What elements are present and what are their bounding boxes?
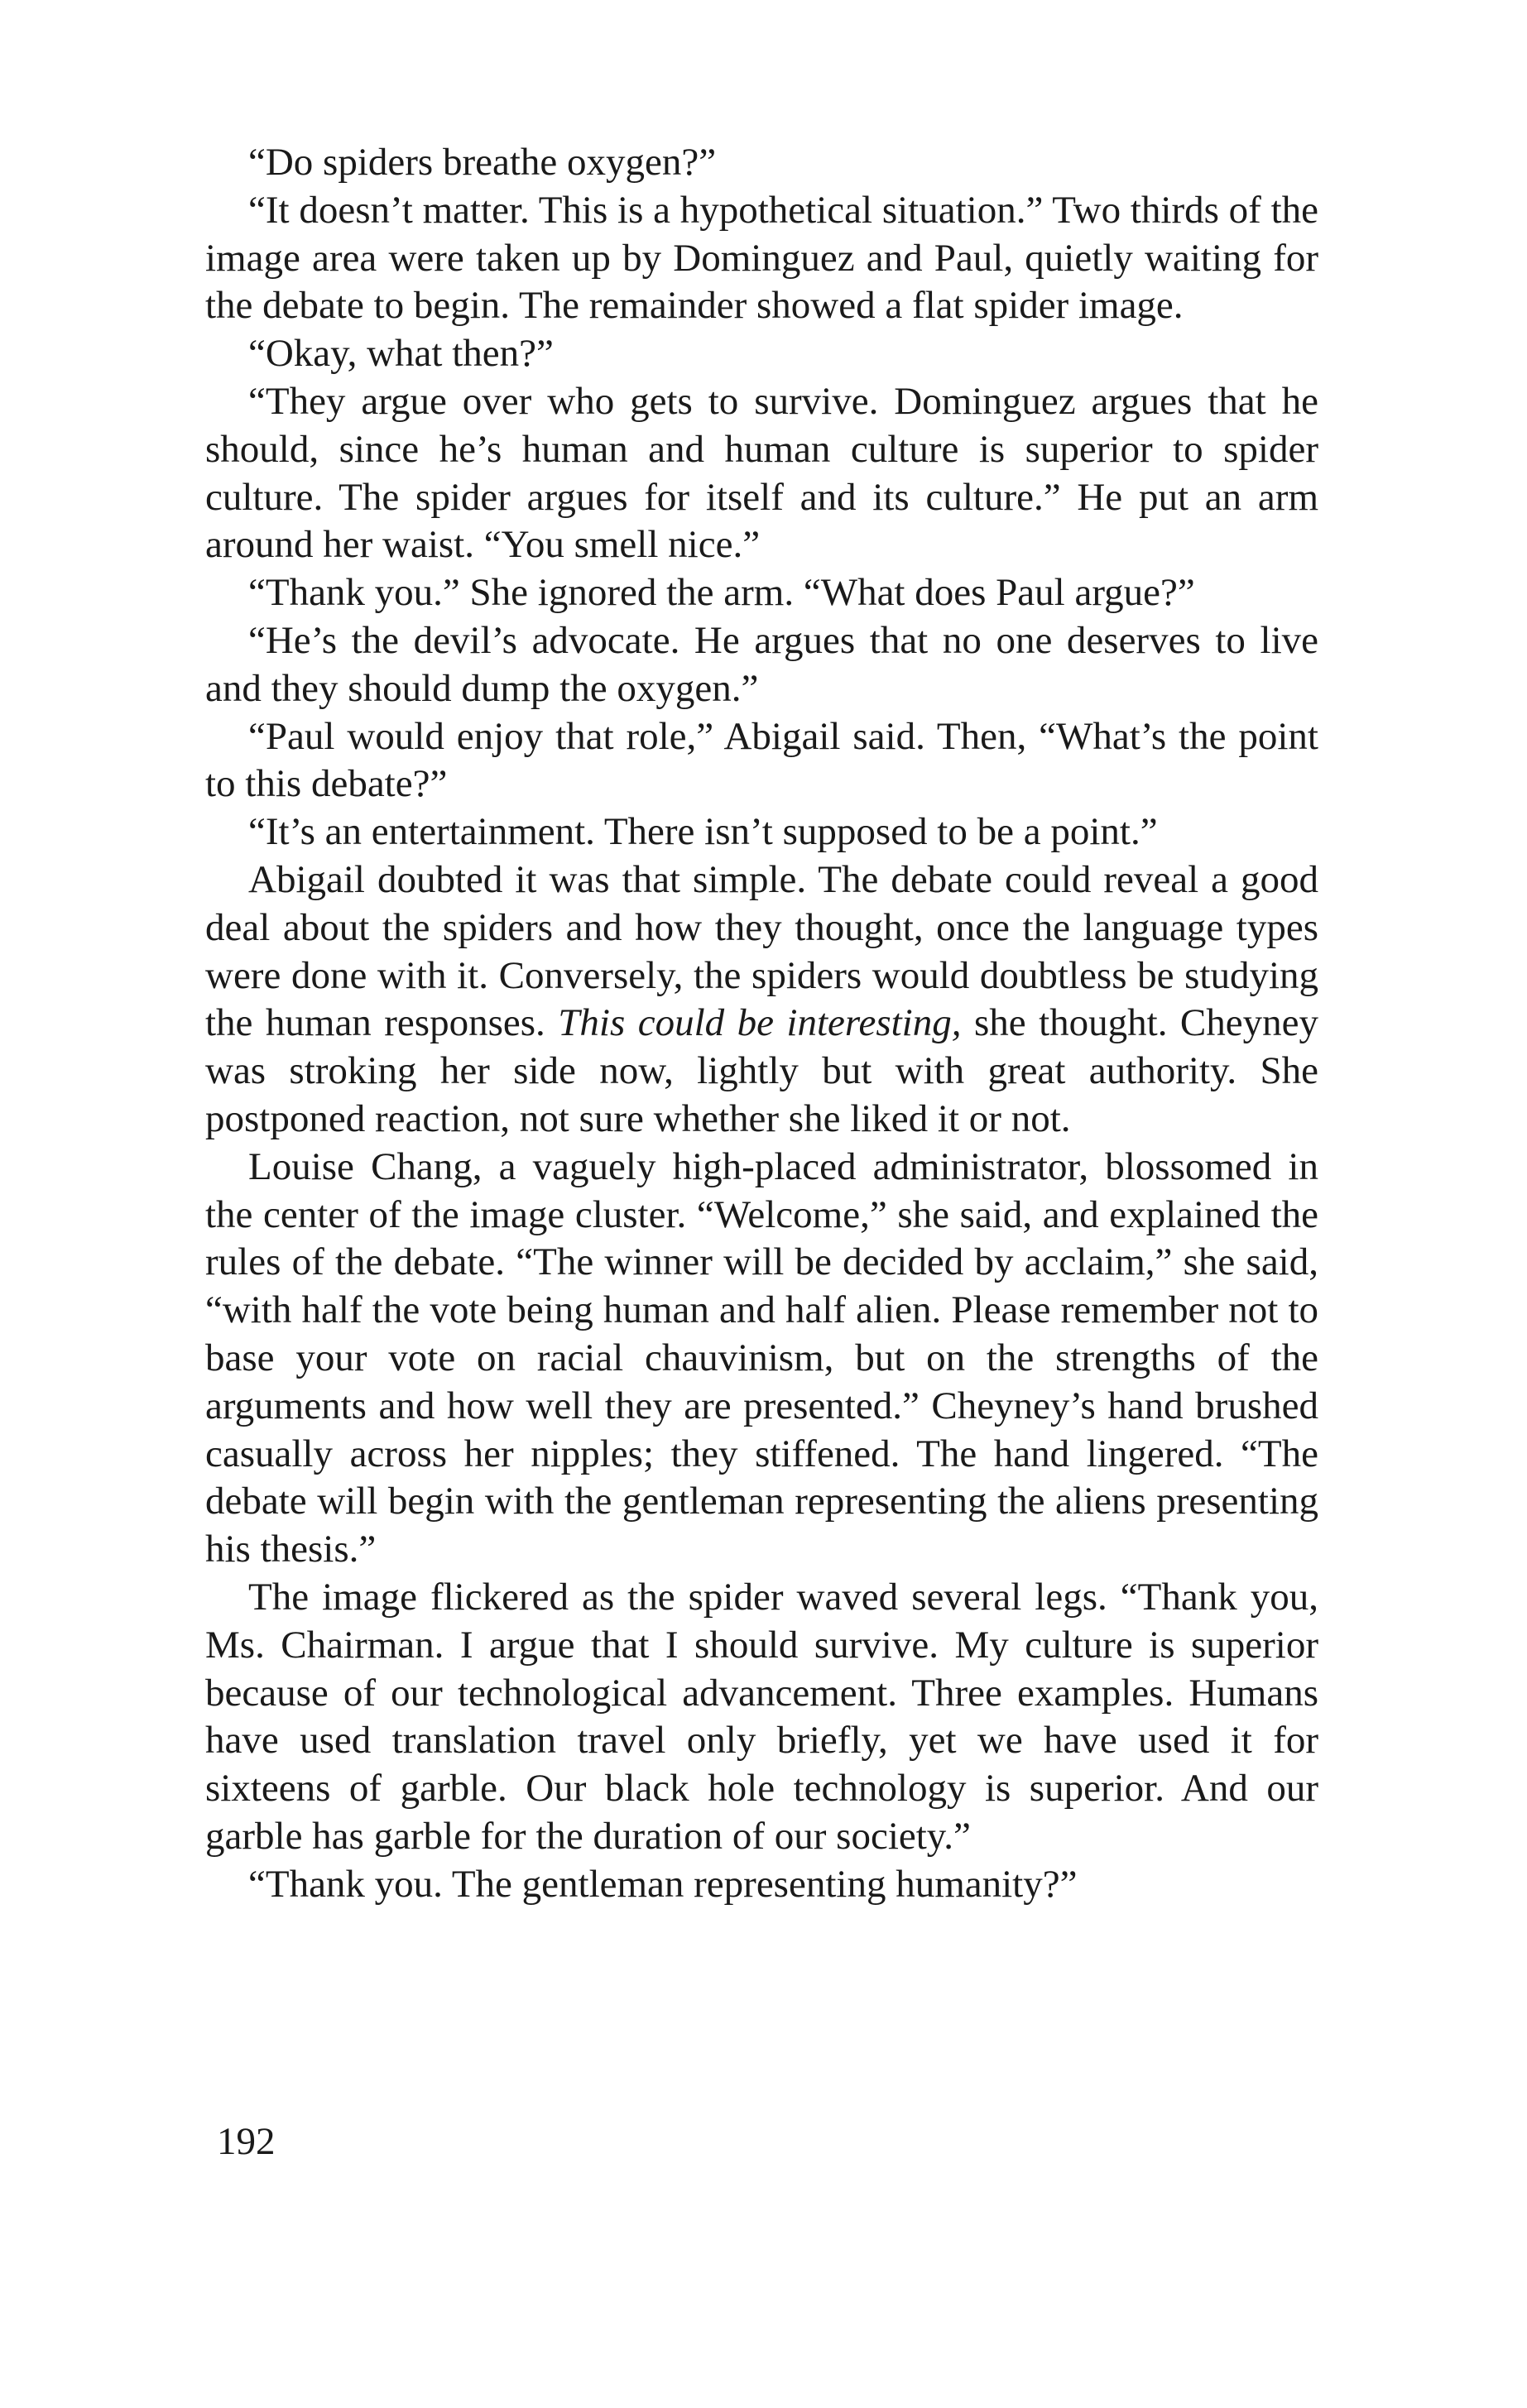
paragraph: Louise Chang, a vaguely high-placed administrator, blossomed in the center of the image cluster. “Welcome,” she said, and explained the rules of the debate. “The winner will be decided by acclaim,” she said, “with half the vote being human and half alien. Please remember not to base your vote on racial chauvinism, but on the strengths of the arguments and how well they are presented.” Cheyney’s hand brushed casually across her nipples; they stiffened. The hand lingered. “The debate will begin with the gentleman representing the aliens presenting his thesis.” bbox=[205, 1144, 1318, 1571]
paragraph: “It’s an entertainment. There isn’t supposed to be a point.” bbox=[248, 810, 1158, 854]
paragraph: “Do spiders breathe oxygen?” bbox=[248, 141, 717, 184]
paragraph: “It doesn’t matter. This is a hypothetical situation.” Two thirds of the image area were taken up by Dominguez and Paul, quietly waiting for the debate to begin. The remainder showed a flat spider image. bbox=[205, 188, 1318, 328]
paragraph: “They argue over who gets to survive. Dominguez argues that he should, since he’s human and human culture is superior to spider culture. The spider argues for itself and its culture.” He put an arm around her waist. “You smell nice.” bbox=[205, 379, 1318, 567]
paragraph-with-italic bbox=[205, 856, 1318, 1144]
paragraph: The image flickered as the spider waved several legs. “Thank you, Ms. Chairman. I argue that I should survive. My culture is superior because of our technological advancement. Three examples. Humans have used translation travel only briefly, yet we have used it for sixteens of garble. Our black hole technology is superior. And our garble has garble for the duration of our society.” bbox=[205, 1575, 1318, 1858]
paragraph: “Thank you. The gentleman representing humanity?” bbox=[248, 1862, 1078, 1906]
paragraph: “Thank you.” She ignored the arm. “What does Paul argue?” bbox=[248, 571, 1195, 615]
paragraph: “Paul would enjoy that role,” Abigail said. Then, “What’s the point to this debate?” bbox=[205, 714, 1318, 806]
paragraph-text: Abigail doubted it was that simple. The debate could reveal a good deal about the spiders and how they thought, once the language types were done with it. Conversely, the spiders would doubtless be studying the human responses. bbox=[205, 857, 1318, 1045]
paragraph: “Okay, what then?” bbox=[248, 332, 554, 376]
paragraph-text: she thought. Cheyney was stroking her side now, lightly but with great authority. She postponed reaction, not sure whether she liked it or not. bbox=[205, 1001, 1318, 1140]
paragraph: “He’s the devil’s advocate. He argues that no one deserves to live and they should dump the oxygen.” bbox=[205, 618, 1318, 710]
page-number: 192 bbox=[217, 2120, 276, 2163]
italic-thought: This could be interesting, bbox=[558, 1001, 962, 1045]
body-text bbox=[205, 139, 1318, 1908]
